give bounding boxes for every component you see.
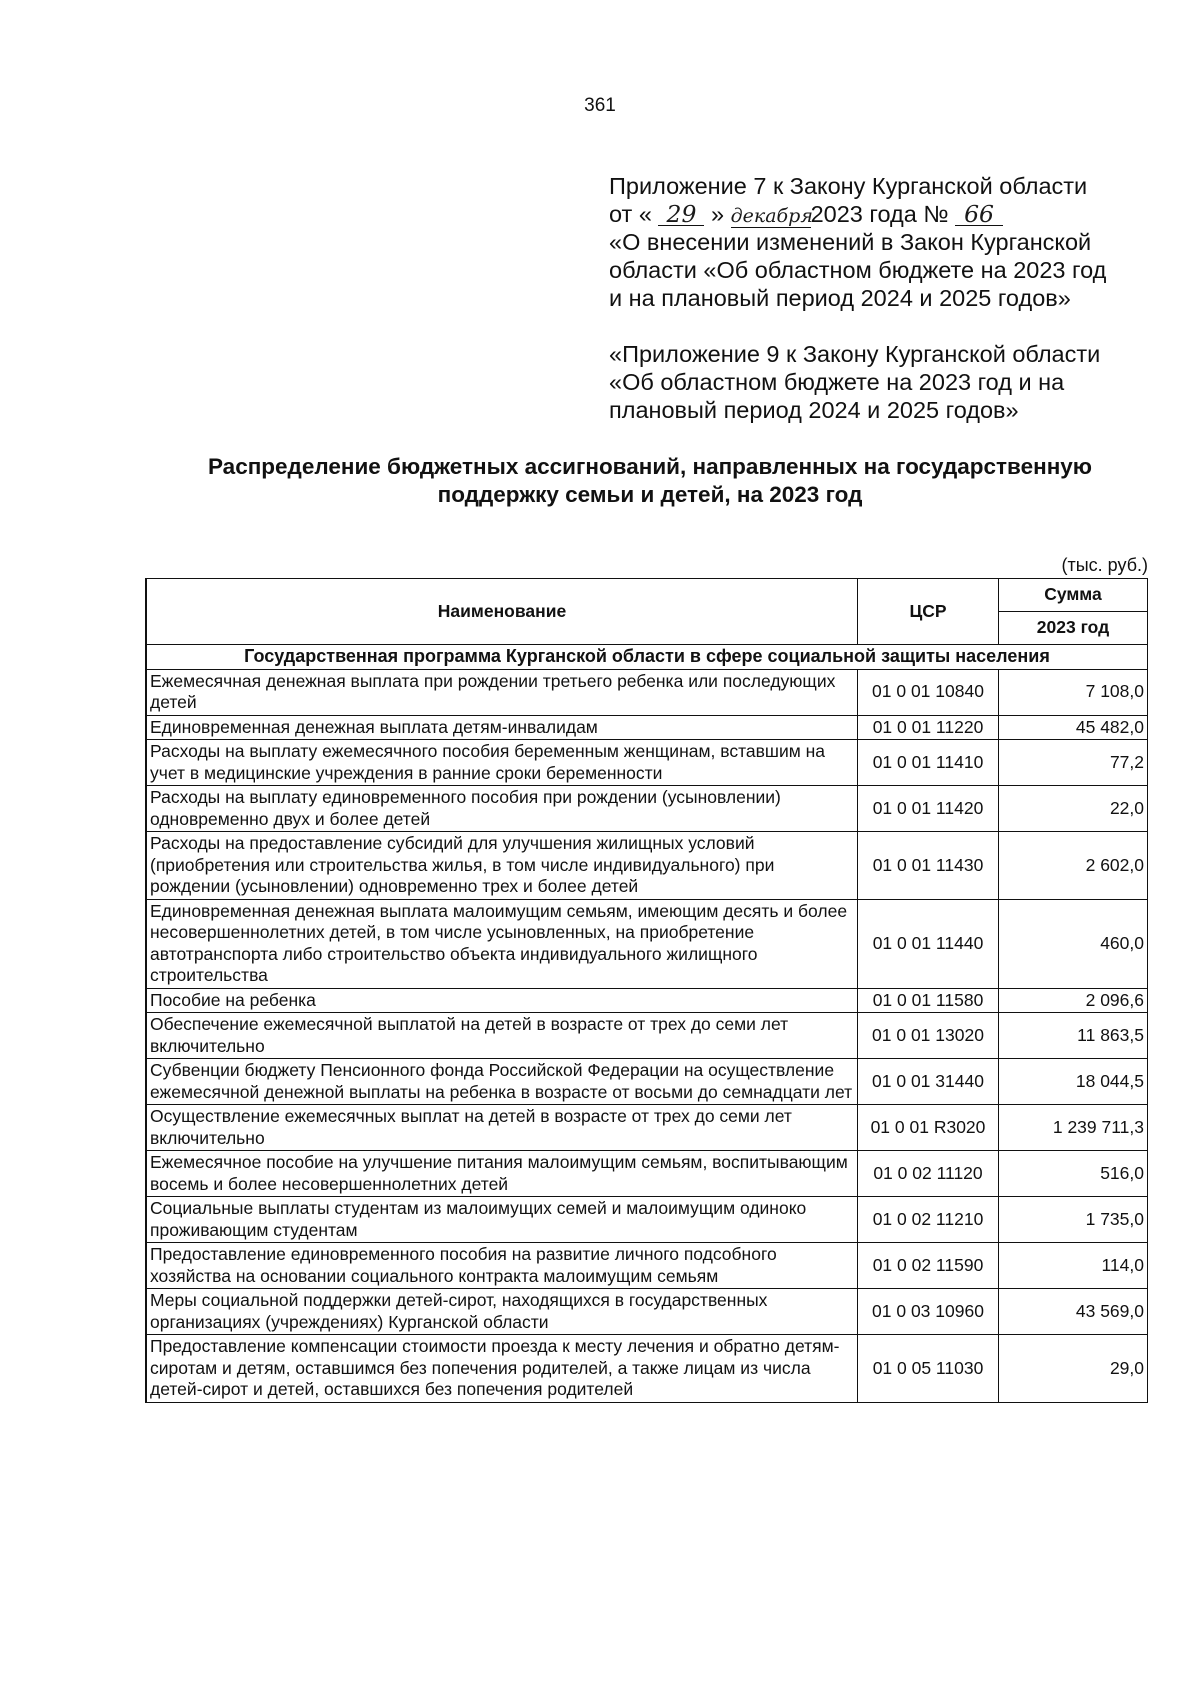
row-csr-cell: 01 0 01 31440: [858, 1059, 999, 1105]
appendix-header: [609, 172, 1169, 312]
quoted-line-3: плановый период 2024 и 2025 годов»: [609, 397, 1019, 423]
table-header-row: [146, 579, 1148, 612]
row-amount-cell: 2 602,0: [999, 832, 1148, 900]
table-row: [146, 1105, 1148, 1151]
row-csr-cell: 01 0 05 11030: [858, 1335, 999, 1403]
row-name-cell: Расходы на выплату ежемесячного пособия беременным женщинам, вставшим на учет в медицинские учреждения в ранние сроки беременности: [146, 740, 858, 786]
quoted-line-1: «Приложение 9 к Закону Курганской области: [609, 341, 1101, 367]
row-name-cell: Предоставление компенсации стоимости проезда к месту лечения и обратно детям-сиротам и детям, оставшимся без попечения родителей, а также лицам из числа детей-сирот и детей, оставшихся без попечения родителей: [146, 1335, 858, 1403]
row-csr-cell: 01 0 01 13020: [858, 1013, 999, 1059]
row-csr-cell: 01 0 01 11430: [858, 832, 999, 900]
table-row: [146, 740, 1148, 786]
row-amount-cell: 29,0: [999, 1335, 1148, 1403]
row-amount-cell: 516,0: [999, 1151, 1148, 1197]
row-amount-cell: 7 108,0: [999, 669, 1148, 715]
table-row: [146, 988, 1148, 1013]
row-amount-cell: 45 482,0: [999, 715, 1148, 740]
table-row: [146, 669, 1148, 715]
row-csr-cell: 01 0 01 11580: [858, 988, 999, 1013]
table-row: [146, 1013, 1148, 1059]
row-amount-cell: 2 096,6: [999, 988, 1148, 1013]
row-csr-cell: 01 0 02 11590: [858, 1243, 999, 1289]
column-header-name: Наименование: [146, 579, 858, 645]
row-amount-cell: 43 569,0: [999, 1289, 1148, 1335]
date-prefix: от «: [609, 201, 652, 227]
row-csr-cell: 01 0 02 11120: [858, 1151, 999, 1197]
table-row: [146, 1243, 1148, 1289]
column-header-year: 2023 год: [999, 612, 1148, 645]
row-name-cell: Единовременная денежная выплата детям-инвалидам: [146, 715, 858, 740]
table-row: [146, 1151, 1148, 1197]
section-row: [146, 645, 1148, 670]
row-name-cell: Расходы на предоставление субсидий для улучшения жилищных условий (приобретения или строительства жилья, в том числе индивидуального) при рождении (усыновлении) одновременно трех и более детей: [146, 832, 858, 900]
appendix-line-3: «О внесении изменений в Закон Курганской: [609, 229, 1092, 255]
table-row: [146, 1059, 1148, 1105]
date-mid: »: [710, 201, 725, 227]
row-csr-cell: 01 0 01 11440: [858, 899, 999, 988]
handwritten-law-number: 66: [955, 203, 1003, 226]
quoted-line-2: «Об областном бюджете на 2023 год и на: [609, 369, 1065, 395]
handwritten-day: 29: [658, 203, 704, 226]
row-amount-cell: 1 239 711,3: [999, 1105, 1148, 1151]
row-name-cell: Субвенции бюджету Пенсионного фонда Российской Федерации на осуществление ежемесячной денежной выплаты на ребенка в возрасте от восьми до семнадцати лет: [146, 1059, 858, 1105]
row-csr-cell: 01 0 01 R3020: [858, 1105, 999, 1151]
row-name-cell: Ежемесячное пособие на улучшение питания малоимущим семьям, воспитывающим восемь и более несовершеннолетних детей: [146, 1151, 858, 1197]
row-csr-cell: 01 0 03 10960: [858, 1289, 999, 1335]
table-row: [146, 786, 1148, 832]
row-amount-cell: 22,0: [999, 786, 1148, 832]
row-name-cell: Пособие на ребенка: [146, 988, 858, 1013]
row-amount-cell: 1 735,0: [999, 1197, 1148, 1243]
row-amount-cell: 77,2: [999, 740, 1148, 786]
appendix-line-1: Приложение 7 к Закону Курганской области: [609, 173, 1088, 199]
column-header-sum: Сумма: [999, 579, 1148, 612]
row-amount-cell: 460,0: [999, 899, 1148, 988]
units-label: (тыс. руб.): [1061, 555, 1148, 575]
row-amount-cell: 18 044,5: [999, 1059, 1148, 1105]
table-row: [146, 1289, 1148, 1335]
row-amount-cell: 114,0: [999, 1243, 1148, 1289]
appendix-line-4: области «Об областном бюджете на 2023 год: [609, 257, 1107, 283]
row-csr-cell: 01 0 01 11220: [858, 715, 999, 740]
column-header-csr: ЦСР: [858, 579, 999, 645]
title-line-1: Распределение бюджетных ассигнований, направленных на государственную: [207, 454, 1093, 479]
row-name-cell: Единовременная денежная выплата малоимущим семьям, имеющим десять и более несовершеннолетних детей, в том числе усыновленных, на приобретение автотранспорта либо строительство объекта индивидуального жилищного строительства: [146, 899, 858, 988]
row-amount-cell: 11 863,5: [999, 1013, 1148, 1059]
row-csr-cell: 01 0 01 11410: [858, 740, 999, 786]
budget-table: [145, 578, 1148, 1403]
row-name-cell: Ежемесячная денежная выплата при рождении третьего ребенка или последующих детей: [146, 669, 858, 715]
table-row: [146, 715, 1148, 740]
row-csr-cell: 01 0 02 11210: [858, 1197, 999, 1243]
row-name-cell: Обеспечение ежемесячной выплатой на детей в возрасте от трех до семи лет включительно: [146, 1013, 858, 1059]
row-csr-cell: 01 0 01 10840: [858, 669, 999, 715]
title-line-2: поддержку семьи и детей, на 2023 год: [437, 482, 863, 507]
date-suffix: 2023 года №: [810, 201, 949, 227]
page-number: 361: [584, 95, 616, 116]
appendix-date-line: [609, 200, 1169, 228]
quoted-appendix: [609, 340, 1169, 424]
table-row: [146, 1197, 1148, 1243]
table-row: [146, 1335, 1148, 1403]
row-csr-cell: 01 0 01 11420: [858, 786, 999, 832]
appendix-line-5: и на плановый период 2024 и 2025 годов»: [609, 285, 1071, 311]
row-name-cell: Расходы на выплату единовременного пособия при рождении (усыновлении) одновременно двух и более детей: [146, 786, 858, 832]
section-title: Государственная программа Курганской области в сфере социальной защиты населения: [146, 645, 1148, 670]
table-row: [146, 899, 1148, 988]
row-name-cell: Меры социальной поддержки детей-сирот, находящихся в государственных организациях (учреждениях) Курганской области: [146, 1289, 858, 1335]
handwritten-month: декабря: [730, 205, 813, 227]
document-title: [120, 453, 1180, 509]
table-row: [146, 832, 1148, 900]
row-name-cell: Социальные выплаты студентам из малоимущих семей и малоимущим одиноко проживающим студентам: [146, 1197, 858, 1243]
row-name-cell: Предоставление единовременного пособия на развитие личного подсобного хозяйства на основании социального контракта малоимущим семьям: [146, 1243, 858, 1289]
row-name-cell: Осуществление ежемесячных выплат на детей в возрасте от трех до семи лет включительно: [146, 1105, 858, 1151]
